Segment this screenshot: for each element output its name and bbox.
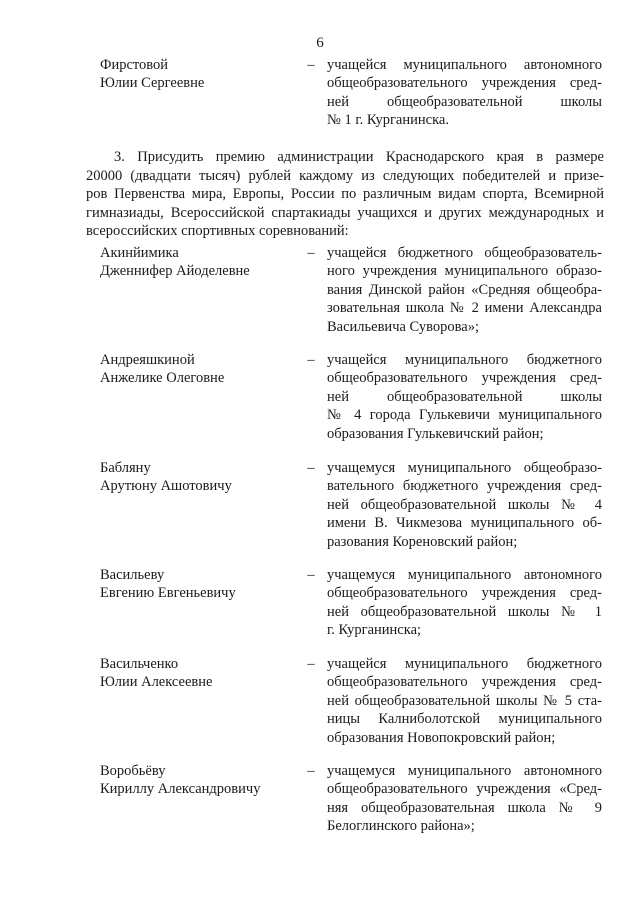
recipient-given-names: Евгению Евгеньевичу bbox=[100, 585, 236, 601]
description-line: г. Курганинска; bbox=[327, 622, 422, 639]
recipient-given-names: Арутюну Ашотовичу bbox=[100, 478, 232, 494]
description-line: общеобразовательного учреждения сред- bbox=[327, 674, 602, 691]
description-line: учащейся бюджетного общеобразователь- bbox=[327, 245, 602, 261]
description-line: ней общеобразовательной школы № 4 bbox=[327, 496, 602, 513]
paragraph-line: всероссийских спортивных соревнований: bbox=[86, 223, 349, 239]
description-line: Васильевича Суворова»; bbox=[327, 318, 479, 335]
description-line: ней общеобразовательной школы bbox=[327, 388, 602, 405]
description-line: ней общеобразовательной школы bbox=[327, 93, 602, 110]
recipient-description bbox=[327, 56, 602, 130]
recipient-given-names: Дженнифер Айоделевне bbox=[100, 263, 250, 279]
description-line: учащейся муниципального автономного bbox=[327, 57, 602, 73]
page-number: 6 bbox=[316, 35, 324, 51]
recipient-surname: Васильеву bbox=[100, 567, 165, 583]
description-line: учащейся муниципального бюджетного bbox=[327, 352, 602, 368]
recipient-name bbox=[100, 244, 300, 280]
description-line: общеобразовательного учреждения сред- bbox=[327, 370, 602, 387]
description-line: вания Динской район «Средняя общеобра- bbox=[327, 281, 602, 298]
description-line: няя общеобразовательная школа № 9 bbox=[327, 799, 602, 816]
recipient-description bbox=[327, 566, 602, 640]
recipient-description bbox=[327, 459, 602, 551]
description-line: зовательная школа № 2 имени Александра bbox=[327, 300, 602, 317]
entry-dash: – bbox=[307, 763, 315, 779]
recipient-given-names: Юлии Алексеевне bbox=[100, 674, 213, 690]
description-line: образования Гулькевичский район; bbox=[327, 425, 544, 442]
description-line: Белоглинского района»; bbox=[327, 818, 475, 835]
recipient-surname: Бабляну bbox=[100, 460, 151, 476]
description-line: учащемуся муниципального общеобразо- bbox=[327, 460, 602, 476]
recipient-surname: Андреяшкиной bbox=[100, 352, 195, 368]
paragraph-line: 3. Присудить премию администрации Краснодарского края в размере bbox=[114, 149, 604, 165]
entry-dash: – bbox=[307, 245, 315, 261]
recipient-name bbox=[100, 762, 300, 798]
description-line: № 1 г. Курганинска. bbox=[327, 112, 449, 129]
recipient-name bbox=[100, 351, 300, 387]
description-line: № 4 города Гулькевичи муниципального bbox=[327, 407, 602, 424]
entry-dash: – bbox=[307, 567, 315, 583]
recipient-name bbox=[100, 655, 300, 691]
description-line: ней общеобразовательной школы № 1 bbox=[327, 603, 602, 620]
description-line: общеобразовательного учреждения «Сред- bbox=[327, 781, 602, 798]
paragraph-line: гимназиады, Всероссийской спартакиады учащихся и других международных и bbox=[86, 204, 604, 221]
recipient-surname: Фирстовой bbox=[100, 57, 169, 73]
recipient-description bbox=[327, 244, 602, 336]
description-line: имени В. Чикмезова муниципального об- bbox=[327, 515, 602, 532]
description-line: ней общеобразовательной школы № 5 ста- bbox=[327, 692, 602, 709]
recipient-name bbox=[100, 566, 300, 602]
paragraph-line: ров Первенства мира, Европы, России по различным видам спорта, Всемирной bbox=[86, 186, 604, 202]
description-line: учащемуся муниципального автономного bbox=[327, 567, 602, 583]
description-line: вательного бюджетного учреждения сред- bbox=[327, 478, 602, 495]
recipient-given-names: Анжелике Олеговне bbox=[100, 370, 225, 386]
recipient-surname: Васильченко bbox=[100, 656, 179, 672]
description-line: ницы Калниболотской муниципального bbox=[327, 711, 602, 728]
recipient-name bbox=[100, 459, 300, 495]
recipient-surname: Акинйимика bbox=[100, 245, 179, 261]
clause-3-paragraph bbox=[86, 148, 604, 241]
recipient-given-names: Юлии Сергеевне bbox=[100, 75, 205, 91]
description-line: общеобразовательного учреждения сред- bbox=[327, 585, 602, 602]
entry-dash: – bbox=[307, 656, 315, 672]
description-line: учащейся муниципального бюджетного bbox=[327, 656, 602, 672]
entry-dash: – bbox=[307, 352, 315, 368]
description-line: разования Кореновский район; bbox=[327, 533, 518, 550]
recipient-given-names: Кириллу Александровичу bbox=[100, 781, 261, 797]
recipient-description bbox=[327, 351, 602, 443]
description-line: образования Новопокровский район; bbox=[327, 729, 556, 746]
entry-dash: – bbox=[307, 460, 315, 476]
paragraph-line: 20000 (двадцати тысяч) рублей каждому из следующих победителей и призе- bbox=[86, 167, 604, 184]
recipient-description bbox=[327, 655, 602, 747]
description-line: общеобразовательного учреждения сред- bbox=[327, 75, 602, 92]
recipient-description bbox=[327, 762, 602, 836]
description-line: учащемуся муниципального автономного bbox=[327, 763, 602, 779]
recipient-name bbox=[100, 56, 300, 92]
entry-dash: – bbox=[307, 57, 315, 73]
description-line: ного учреждения муниципального образо- bbox=[327, 263, 602, 280]
recipient-surname: Воробьёву bbox=[100, 763, 166, 779]
